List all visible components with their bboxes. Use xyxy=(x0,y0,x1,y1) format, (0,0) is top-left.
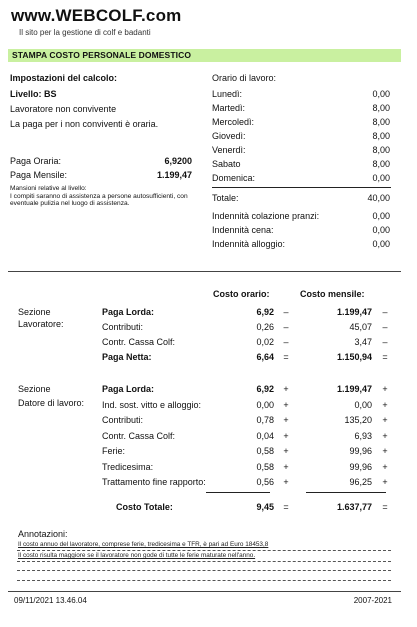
cost-row-hourly: 6,64 xyxy=(256,352,274,362)
total-cost-monthly: 1.637,77 xyxy=(336,502,372,512)
total-hourly-sign: = xyxy=(283,502,289,512)
allowance-label: Indennità alloggio: xyxy=(212,239,286,249)
schedule-total-value: 40,00 xyxy=(367,193,390,203)
day-label: Martedì: xyxy=(212,103,246,113)
cost-row-monthly: 99,96 xyxy=(349,446,372,456)
schedule-total-label: Totale: xyxy=(212,193,239,203)
cost-row-hourly-sign: + xyxy=(283,384,289,394)
cost-row-monthly-sign: – xyxy=(382,307,388,317)
cost-row-monthly: 3,47 xyxy=(354,337,372,347)
banner-title: STAMPA COSTO PERSONALE DOMESTICO xyxy=(12,50,192,60)
cost-row-monthly: 6,93 xyxy=(354,430,372,441)
cost-row-monthly-sign: – xyxy=(382,322,388,332)
cost-row-hourly: 0,58 xyxy=(256,461,274,472)
cost-row-monthly: 96,25 xyxy=(349,477,372,487)
hourly-pay-value: 6,9200 xyxy=(164,156,192,166)
settings-heading: Impostazioni del calcolo: xyxy=(10,73,118,83)
level-label: Livello: BS xyxy=(10,89,57,99)
cost-row-label: Tredicesima: xyxy=(102,461,154,472)
cost-row-hourly-sign: – xyxy=(283,307,289,317)
cost-row-hourly: 6,92 xyxy=(256,384,274,394)
title-banner xyxy=(8,49,401,62)
total-cost-hourly: 9,45 xyxy=(256,502,274,512)
cost-row-hourly-sign: – xyxy=(283,337,289,347)
day-hours: 8,00 xyxy=(372,159,390,169)
schedule-divider xyxy=(212,187,391,188)
annotation-rule-2 xyxy=(17,561,391,562)
job-description: Mansioni relative al livello: I compiti saranno di assistenza a persone autosufficienti, con eventuale pulizia nel luogo di assistenza. xyxy=(10,185,188,208)
section-separator xyxy=(8,271,401,272)
cost-row-monthly-sign: + xyxy=(382,461,388,472)
allowance-label: Indennità cena: xyxy=(212,225,274,235)
cost-row-monthly: 1.150,94 xyxy=(336,352,372,362)
day-label: Lunedì: xyxy=(212,89,243,99)
day-hours: 8,00 xyxy=(372,145,390,155)
annotation-line-1: Il costo annuo del lavoratore, comprese ferie, tredicesima e TFR, è pari ad Euro 18453,8 xyxy=(18,541,269,548)
site-subtitle: Il sito per la gestione di colf e badanti xyxy=(19,28,151,37)
cost-row-monthly-sign: + xyxy=(382,477,388,487)
cost-row-label: Contributi: xyxy=(102,322,144,332)
cost-row-hourly: 0,04 xyxy=(256,430,274,441)
allowance-value: 0,00 xyxy=(372,211,390,221)
cost-row-hourly: 0,78 xyxy=(256,415,274,425)
cost-row-hourly-sign: = xyxy=(283,352,289,362)
cost-row-monthly-sign: + xyxy=(382,399,388,410)
cost-row-monthly-sign: = xyxy=(382,352,388,362)
allowance-value: 0,00 xyxy=(372,239,390,249)
worker-section-label: Sezione xyxy=(18,307,51,317)
cost-row-monthly: 0,00 xyxy=(354,399,372,410)
cost-row-label: Ferie: xyxy=(102,446,126,456)
cost-row-label: Contr. Cassa Colf: xyxy=(102,337,176,347)
cost-row-label: Paga Lorda: xyxy=(102,384,155,394)
day-label: Venerdì: xyxy=(212,145,246,155)
allowance-value: 0,00 xyxy=(372,225,390,235)
employer-section-label: Sezione xyxy=(18,384,51,394)
site-title: www.WEBCOLF.com xyxy=(11,6,182,25)
monthly-pay-value: 1.199,47 xyxy=(156,170,192,180)
cost-row-hourly: 0,26 xyxy=(256,322,274,332)
day-hours: 0,00 xyxy=(372,173,390,183)
day-hours: 8,00 xyxy=(372,117,390,127)
day-label: Sabato xyxy=(212,159,241,169)
cost-row-hourly-sign: + xyxy=(283,399,289,410)
cost-row-hourly-sign: + xyxy=(283,477,289,487)
cost-row-label: Contributi: xyxy=(102,415,144,425)
cost-row-hourly: 0,58 xyxy=(256,446,274,456)
cost-row-hourly-sign: + xyxy=(283,415,289,425)
allowance-label: Indennità colazione pranzi: xyxy=(212,211,320,221)
cost-row-monthly-sign: + xyxy=(382,415,388,425)
day-hours: 8,00 xyxy=(372,103,390,113)
day-label: Giovedì: xyxy=(212,131,246,141)
cost-row-hourly: 6,92 xyxy=(256,307,274,317)
cost-row-label: Ind. sost. vitto e alloggio: xyxy=(102,399,202,410)
day-hours: 0,00 xyxy=(372,89,390,99)
day-hours: 8,00 xyxy=(372,131,390,141)
cost-row-hourly-sign: + xyxy=(283,430,289,441)
pay-note: La paga per i non conviventi è oraria. xyxy=(10,119,159,129)
monthly-cost-header: Costo mensile: xyxy=(300,289,365,299)
cost-row-hourly: 0,02 xyxy=(256,337,274,347)
cost-row-monthly-sign: + xyxy=(382,446,388,456)
annotation-line-2: Il costo risulta maggiore se il lavoratore non gode di tutte le ferie maturate nell'anno. xyxy=(18,552,256,559)
cost-row-monthly: 135,20 xyxy=(344,415,372,425)
cost-row-monthly: 99,96 xyxy=(349,461,372,472)
monthly-total-divider xyxy=(306,492,386,493)
annotations-heading: Annotazioni: xyxy=(18,529,68,539)
annotation-rule-1 xyxy=(17,550,391,551)
annotation-rule-4 xyxy=(17,580,391,581)
cost-row-monthly: 45,07 xyxy=(349,322,372,332)
employer-section-label-2: Datore di lavoro: xyxy=(18,398,85,408)
monthly-pay-label: Paga Mensile: xyxy=(10,170,68,180)
cost-row-monthly-sign: + xyxy=(382,384,388,394)
cost-row-monthly-sign: – xyxy=(382,337,388,347)
worker-section-label-2: Lavoratore: xyxy=(18,319,64,329)
footer-separator xyxy=(8,591,401,592)
cost-row-monthly: 1.199,47 xyxy=(336,307,372,317)
hourly-cost-header: Costo orario: xyxy=(213,289,270,299)
annotation-rule-3 xyxy=(17,570,391,571)
copyright-years: 2007-2021 xyxy=(353,596,392,605)
cost-row-label: Paga Netta: xyxy=(102,352,152,362)
cost-row-label: Paga Lorda: xyxy=(102,307,155,317)
print-date: 09/11/2021 13.46.04 xyxy=(14,596,87,605)
cost-row-hourly: 0,00 xyxy=(256,399,274,410)
hourly-pay-label: Paga Oraria: xyxy=(10,156,62,166)
cost-row-hourly-sign: – xyxy=(283,322,289,332)
cost-row-monthly: 1.199,47 xyxy=(336,384,372,394)
total-monthly-sign: = xyxy=(382,502,388,512)
schedule-heading: Orario di lavoro: xyxy=(212,73,277,83)
cost-row-hourly-sign: + xyxy=(283,461,289,472)
hourly-total-divider xyxy=(206,492,270,493)
day-label: Mercoledì: xyxy=(212,117,255,127)
total-cost-label: Costo Totale: xyxy=(116,502,173,512)
cost-row-hourly: 0,56 xyxy=(256,477,274,487)
day-label: Domenica: xyxy=(212,173,256,183)
cost-row-hourly-sign: + xyxy=(283,446,289,456)
cost-row-label: Trattamento fine rapporto: xyxy=(102,477,206,487)
cost-row-label: Contr. Cassa Colf: xyxy=(102,430,176,441)
worker-type: Lavoratore non convivente xyxy=(10,104,117,114)
cost-row-monthly-sign: + xyxy=(382,430,388,441)
